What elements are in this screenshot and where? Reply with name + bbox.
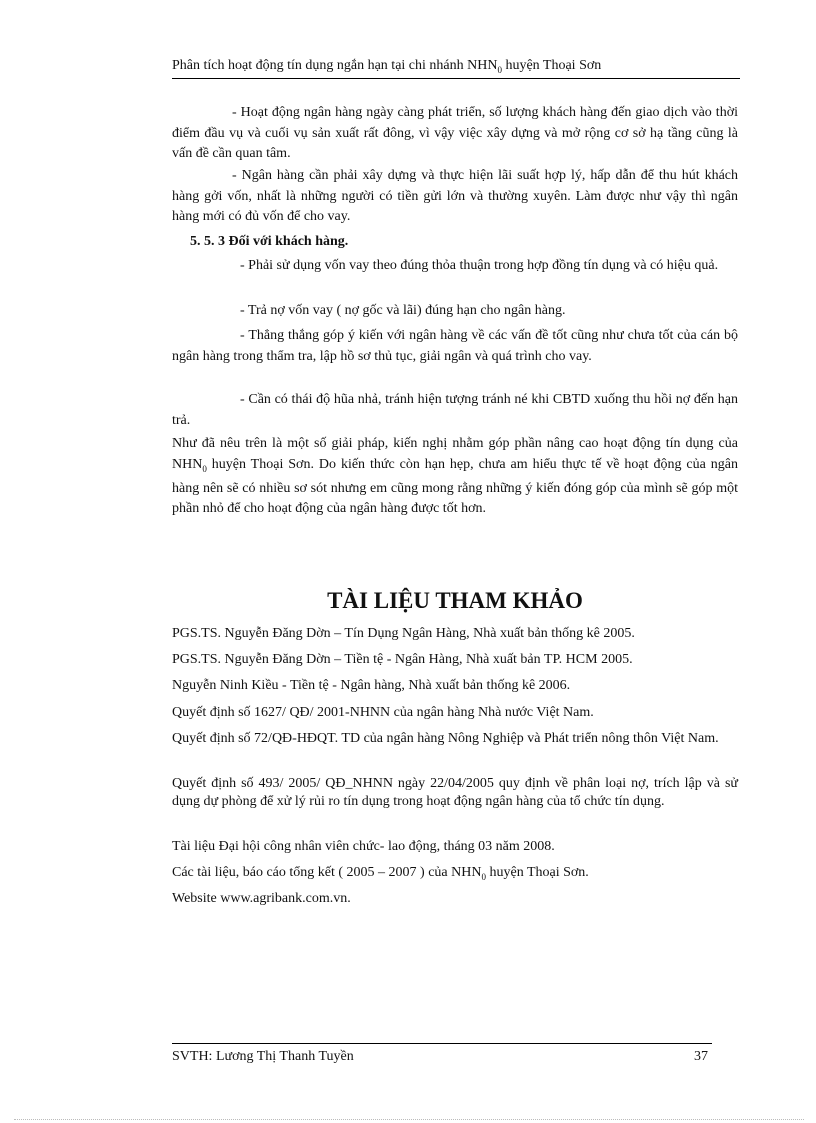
reference-item: Quyết định số 72/QĐ-HĐQT. TD của ngân hàng Nông Nghiệp và Phát triển nông thôn Việt Nam. <box>172 731 719 746</box>
reference-item: Website www.agribank.com.vn. <box>172 891 351 906</box>
paragraph-6: - Cần có thái độ hũa nhả, tránh hiện tượng tránh né khi CBTD xuống thu hồi nợ đến hạn trả. <box>172 392 738 428</box>
paragraph-5: - Thẳng thắng góp ý kiến với ngân hàng về các vấn đề tốt cũng như chưa tốt của cán bộ ngân hàng trong thẩm tra, lập hồ sơ thủ tục, giải ngân và quá trình cho vay. <box>172 328 738 364</box>
reference-item: Quyết định số 493/ 2005/ QĐ_NHNN ngày 22/04/2005 quy định về phân loại nợ, trích lập và sử dụng dự phòng để xử lý rủi ro tín dụng trong hoạt động ngân hàng của tổ chức tín dụng. <box>172 776 738 809</box>
paragraph-4: - Trả nợ vốn vay ( nợ gốc và lãi) đúng hạn cho ngân hàng. <box>240 303 566 318</box>
reference-item: PGS.TS. Nguyễn Đăng Dờn – Tiền tệ - Ngân Hàng, Nhà xuất bản TP. HCM 2005. <box>172 652 633 667</box>
reference-item: PGS.TS. Nguyễn Đăng Dờn – Tín Dụng Ngân Hàng, Nhà xuất bản thống kê 2005. <box>172 626 635 641</box>
page-bottom-border <box>14 1119 804 1120</box>
reference-item <box>172 864 738 886</box>
paragraph-3: - Phải sử dụng vốn vay theo đúng thỏa thuận trong hợp đồng tín dụng và có hiệu quả. <box>240 258 719 273</box>
reference-item: Tài liệu Đại hội công nhân viên chức- lao động, tháng 03 năm 2008. <box>172 839 555 854</box>
page-number: 37 <box>694 1049 708 1064</box>
paragraph-7-text-b: huyện Thoại Sơn. Do kiến thức còn hạn hẹp, chưa am hiểu thực tế về hoạt động của ngân hàng nên sẽ có nhiều sơ sót nhưng em cũng mong rằng những ý kiến đóng góp của mình sẽ góp một phần nhỏ để cho hoạt động của ngân hàng được tốt hơn. <box>172 456 738 517</box>
reference-item: Quyết định số 1627/ QĐ/ 2001-NHNN của ngân hàng Nhà nước Việt Nam. <box>172 705 594 720</box>
paragraph-2: - Ngân hàng cần phải xây dựng và thực hiện lãi suất hợp lý, hấp dẫn để thu hút khách hàng gởi vốn, nhất là những người có tiền gửi lớn và thường xuyên. Làm được như vậy thì ngân hàng mới có đủ vốn để cho vay. <box>172 168 738 224</box>
reference-8-text-a: Các tài liệu, báo cáo tổng kết ( 2005 – 2007 ) của NHN <box>172 865 482 880</box>
paragraph-7-text-a: Như đã nêu trên là một số giải pháp, kiến nghị nhằm góp phần nâng cao hoạt động tín dụng của NHN <box>172 436 738 472</box>
header-title-sub: 0 <box>497 64 502 75</box>
header-title: Phân tích hoạt động tín dụng ngắn hạn tại chi nhánh NHN <box>172 58 498 73</box>
paragraph-7 <box>172 434 738 520</box>
header-title-suffix: huyện Thoại Sơn <box>501 58 602 73</box>
reference-item: Nguyễn Ninh Kiều - Tiền tệ - Ngân hàng, Nhà xuất bản thống kê 2006. <box>172 678 571 693</box>
paragraph-7-sub: 0 <box>202 463 207 474</box>
section-heading: 5. 5. 3 Đối với khách hàng. <box>190 234 349 249</box>
references-title: TÀI LIỆU THAM KHẢO <box>327 588 583 613</box>
paragraph-1: - Hoạt động ngân hàng ngày càng phát triển, số lượng khách hàng đến giao dịch vào thời điểm đầu vụ và cuối vụ sản xuất rất đông, vì vậy việc xây dựng và mở rộng cơ sở hạ tầng cũng là vấn đề cần quan tâm. <box>172 105 738 161</box>
page-header <box>172 58 740 75</box>
header-rule <box>172 78 740 79</box>
reference-8-text-b: huyện Thoại Sơn. <box>485 865 589 880</box>
reference-8-sub: 0 <box>481 871 486 882</box>
footer-rule <box>172 1043 712 1044</box>
footer-author: SVTH: Lương Thị Thanh Tuyền <box>172 1049 354 1064</box>
